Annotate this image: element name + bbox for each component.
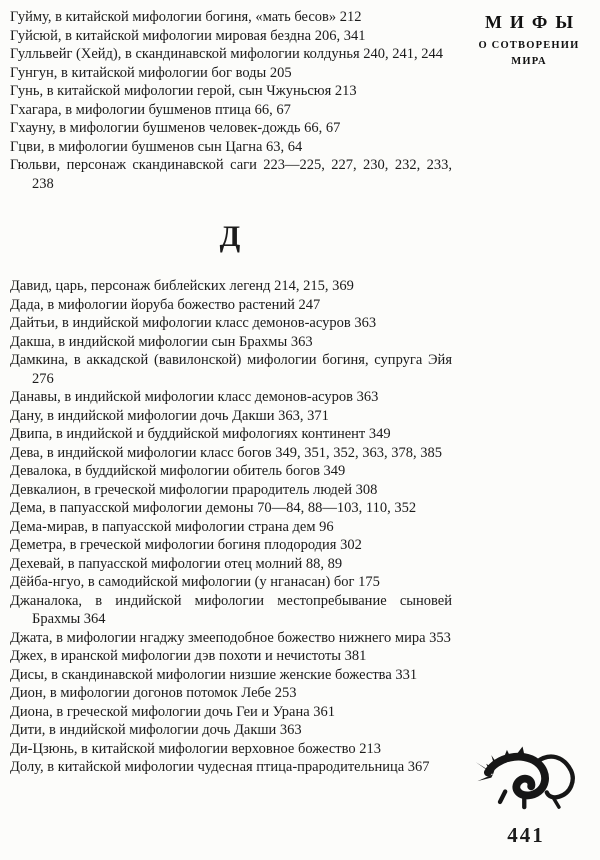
- book-title-line3: МИРА: [511, 56, 547, 67]
- index-entry: Ди-Цзюнь, в китайской мифологии верховное божество 213: [10, 740, 381, 757]
- index-entry: Дайтьи, в индийской мифологии класс демонов-асуров 363: [10, 315, 377, 331]
- index-entry: Дема-мирав, в папуасской мифологии страна дем 96: [10, 518, 334, 535]
- index-entry: Гунь, в китайской мифологии герой, сын Чжуньсюя 213: [10, 83, 357, 99]
- index-entry: Дема, в папуасской мифологии демоны 70—84, 88—103, 110, 352: [10, 500, 417, 516]
- book-running-title: [466, 12, 592, 67]
- index-entry: Дакша, в индийской мифологии сын Брахмы 363: [10, 333, 313, 350]
- index-entry: Деметра, в греческой мифологии богиня плодородия 302: [10, 537, 362, 553]
- section-letter: Д: [219, 220, 243, 253]
- book-title-line1: МИФЫ: [484, 12, 582, 32]
- index-entry: Джаналока, в индийской мифологии местопребывание сыновей Брахмы 364: [10, 592, 452, 627]
- index-column: [10, 8, 452, 777]
- page-footer: [468, 743, 584, 848]
- index-entry: Гхауну, в мифологии бушменов человек-дождь 66, 67: [10, 120, 341, 136]
- index-entry: Дисы, в скандинавской мифологии низшие женские божества 331: [10, 666, 418, 683]
- index-entry: Дёйба-нгуо, в самодийской мифологии (у нганасан) бог 175: [10, 574, 380, 590]
- index-entry: Гцви, в мифологии бушменов сын Цагна 63, 64: [10, 138, 303, 155]
- index-entry: Гхагара, в мифологии бушменов птица 66, 67: [10, 101, 291, 118]
- index-entry: Дамкина, в аккадской (вавилонской) мифологии богиня, супруга Эйя 276: [10, 352, 452, 387]
- index-entry: Гюльви, персонаж скандинавской саги 223—225, 227, 230, 232, 233, 238: [10, 157, 452, 192]
- index-entry: Долу, в китайской мифологии чудесная птица-прародительница 367: [10, 759, 430, 775]
- index-entry: Девкалион, в греческой мифологии прародитель людей 308: [10, 481, 378, 498]
- index-entry: Диона, в греческой мифологии дочь Геи и Урана 361: [10, 703, 336, 720]
- index-entry: Гулльвейг (Хейд), в скандинавской мифологии колдунья 240, 241, 244: [10, 46, 444, 62]
- index-entry: Гуйму, в китайской мифологии богиня, «мать бесов» 212: [10, 9, 362, 25]
- index-entry: Гунгун, в китайской мифологии бог воды 205: [10, 64, 292, 81]
- index-entries-g: [10, 8, 452, 193]
- index-entry: Джех, в иранской мифологии дэв похоти и нечистоты 381: [10, 648, 367, 664]
- index-entry: Двипа, в индийской и буддийской мифологиях континент 349: [10, 426, 391, 442]
- index-entry: Дада, в мифологии йоруба божество растений 247: [10, 296, 321, 313]
- index-entry: Дион, в мифологии догонов потомок Лебе 253: [10, 685, 297, 701]
- book-title-line2: О СОТВОРЕНИИ: [478, 40, 580, 51]
- page-number: 441: [507, 823, 545, 847]
- index-entry: Данавы, в индийской мифологии класс демонов-асуров 363: [10, 389, 379, 405]
- index-entry: Дева, в индийской мифологии класс богов 349, 351, 352, 363, 378, 385: [10, 444, 442, 461]
- index-entry: Девалока, в буддийской мифологии обитель богов 349: [10, 463, 346, 479]
- index-entry: Дехевай, в папуасской мифологии отец молний 88, 89: [10, 555, 343, 572]
- index-entries-d: [10, 277, 452, 777]
- index-entry: Дити, в индийской мифологии дочь Дакши 363: [10, 722, 302, 738]
- dragon-ornament-icon: [468, 743, 584, 821]
- index-entry: Давид, царь, персонаж библейских легенд 214, 215, 369: [10, 278, 354, 294]
- index-entry: Дану, в индийской мифологии дочь Дакши 363, 371: [10, 407, 329, 424]
- index-entry: Джата, в мифологии нгаджу змееподобное божество нижнего мира 353: [10, 629, 451, 646]
- index-entry: Гуйсюй, в китайской мифологии мировая бездна 206, 341: [10, 27, 366, 44]
